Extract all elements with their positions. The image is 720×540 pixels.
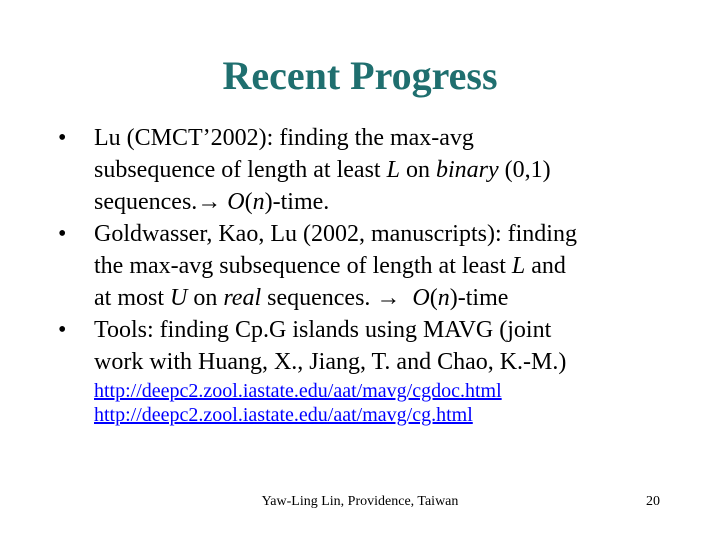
page-number: 20	[646, 494, 660, 509]
bullet-line	[94, 154, 698, 186]
bullet-icon: •	[58, 317, 67, 343]
text-run: the max-avg subsequence of length at least	[94, 253, 512, 279]
cgdoc-link[interactable]: http://deepc2.zool.iastate.edu/aat/mavg/cgdoc.html	[94, 380, 502, 402]
italic-text: U	[170, 285, 188, 311]
italic-text: real	[223, 285, 262, 311]
bullet-line	[94, 346, 698, 378]
cg-link[interactable]: http://deepc2.zool.iastate.edu/aat/mavg/cg.html	[94, 404, 473, 426]
text-run: subsequence of length at least	[94, 157, 387, 183]
text-run: (0,1)	[498, 157, 551, 183]
bullet-line	[94, 282, 698, 314]
arrow-icon: →	[197, 189, 222, 215]
bullet-icon: •	[58, 221, 67, 247]
text-run: (	[244, 189, 253, 215]
bullet-line	[94, 314, 698, 346]
text-run: Lu (CMCT’2002): finding the max-avg	[94, 125, 474, 151]
italic-text: n	[437, 285, 450, 311]
bullet-item	[58, 218, 698, 314]
text-run	[400, 285, 412, 311]
bullet-icon: •	[58, 125, 67, 151]
italic-text: binary	[435, 157, 499, 183]
text-run: (	[429, 285, 438, 311]
text-run: )-time.	[264, 189, 330, 215]
bullet-item	[58, 122, 698, 218]
bullet-line	[94, 186, 698, 218]
bullet-line	[94, 250, 698, 282]
italic-text: L	[386, 157, 400, 183]
text-run: )-time	[449, 285, 509, 311]
italic-text: n	[252, 189, 265, 215]
bullet-line	[94, 122, 698, 154]
italic-text: O	[227, 189, 245, 215]
arrow-icon: →	[376, 285, 401, 311]
text-run: Goldwasser, Kao, Lu (2002, manuscripts): finding	[94, 221, 577, 247]
bullet-line	[94, 218, 698, 250]
italic-text: O	[412, 285, 430, 311]
text-run: on	[187, 285, 224, 311]
bullet-item	[58, 314, 698, 378]
text-run: at most	[94, 285, 170, 311]
footer-text: Yaw-Ling Lin, Providence, Taiwan	[261, 494, 459, 509]
text-run: sequences.	[94, 189, 198, 215]
bullet-list	[58, 122, 698, 378]
italic-text: L	[511, 253, 526, 279]
text-run: and	[525, 253, 566, 279]
text-run: on	[399, 157, 436, 183]
text-run: Tools: finding Cp.G islands using MAVG (joint	[94, 317, 552, 343]
link-list	[94, 379, 502, 427]
text-run: sequences.	[261, 285, 377, 311]
slide-title: Recent Progress	[222, 53, 498, 98]
text-run: work with Huang, X., Jiang, T. and Chao, K.-M.)	[94, 349, 567, 375]
